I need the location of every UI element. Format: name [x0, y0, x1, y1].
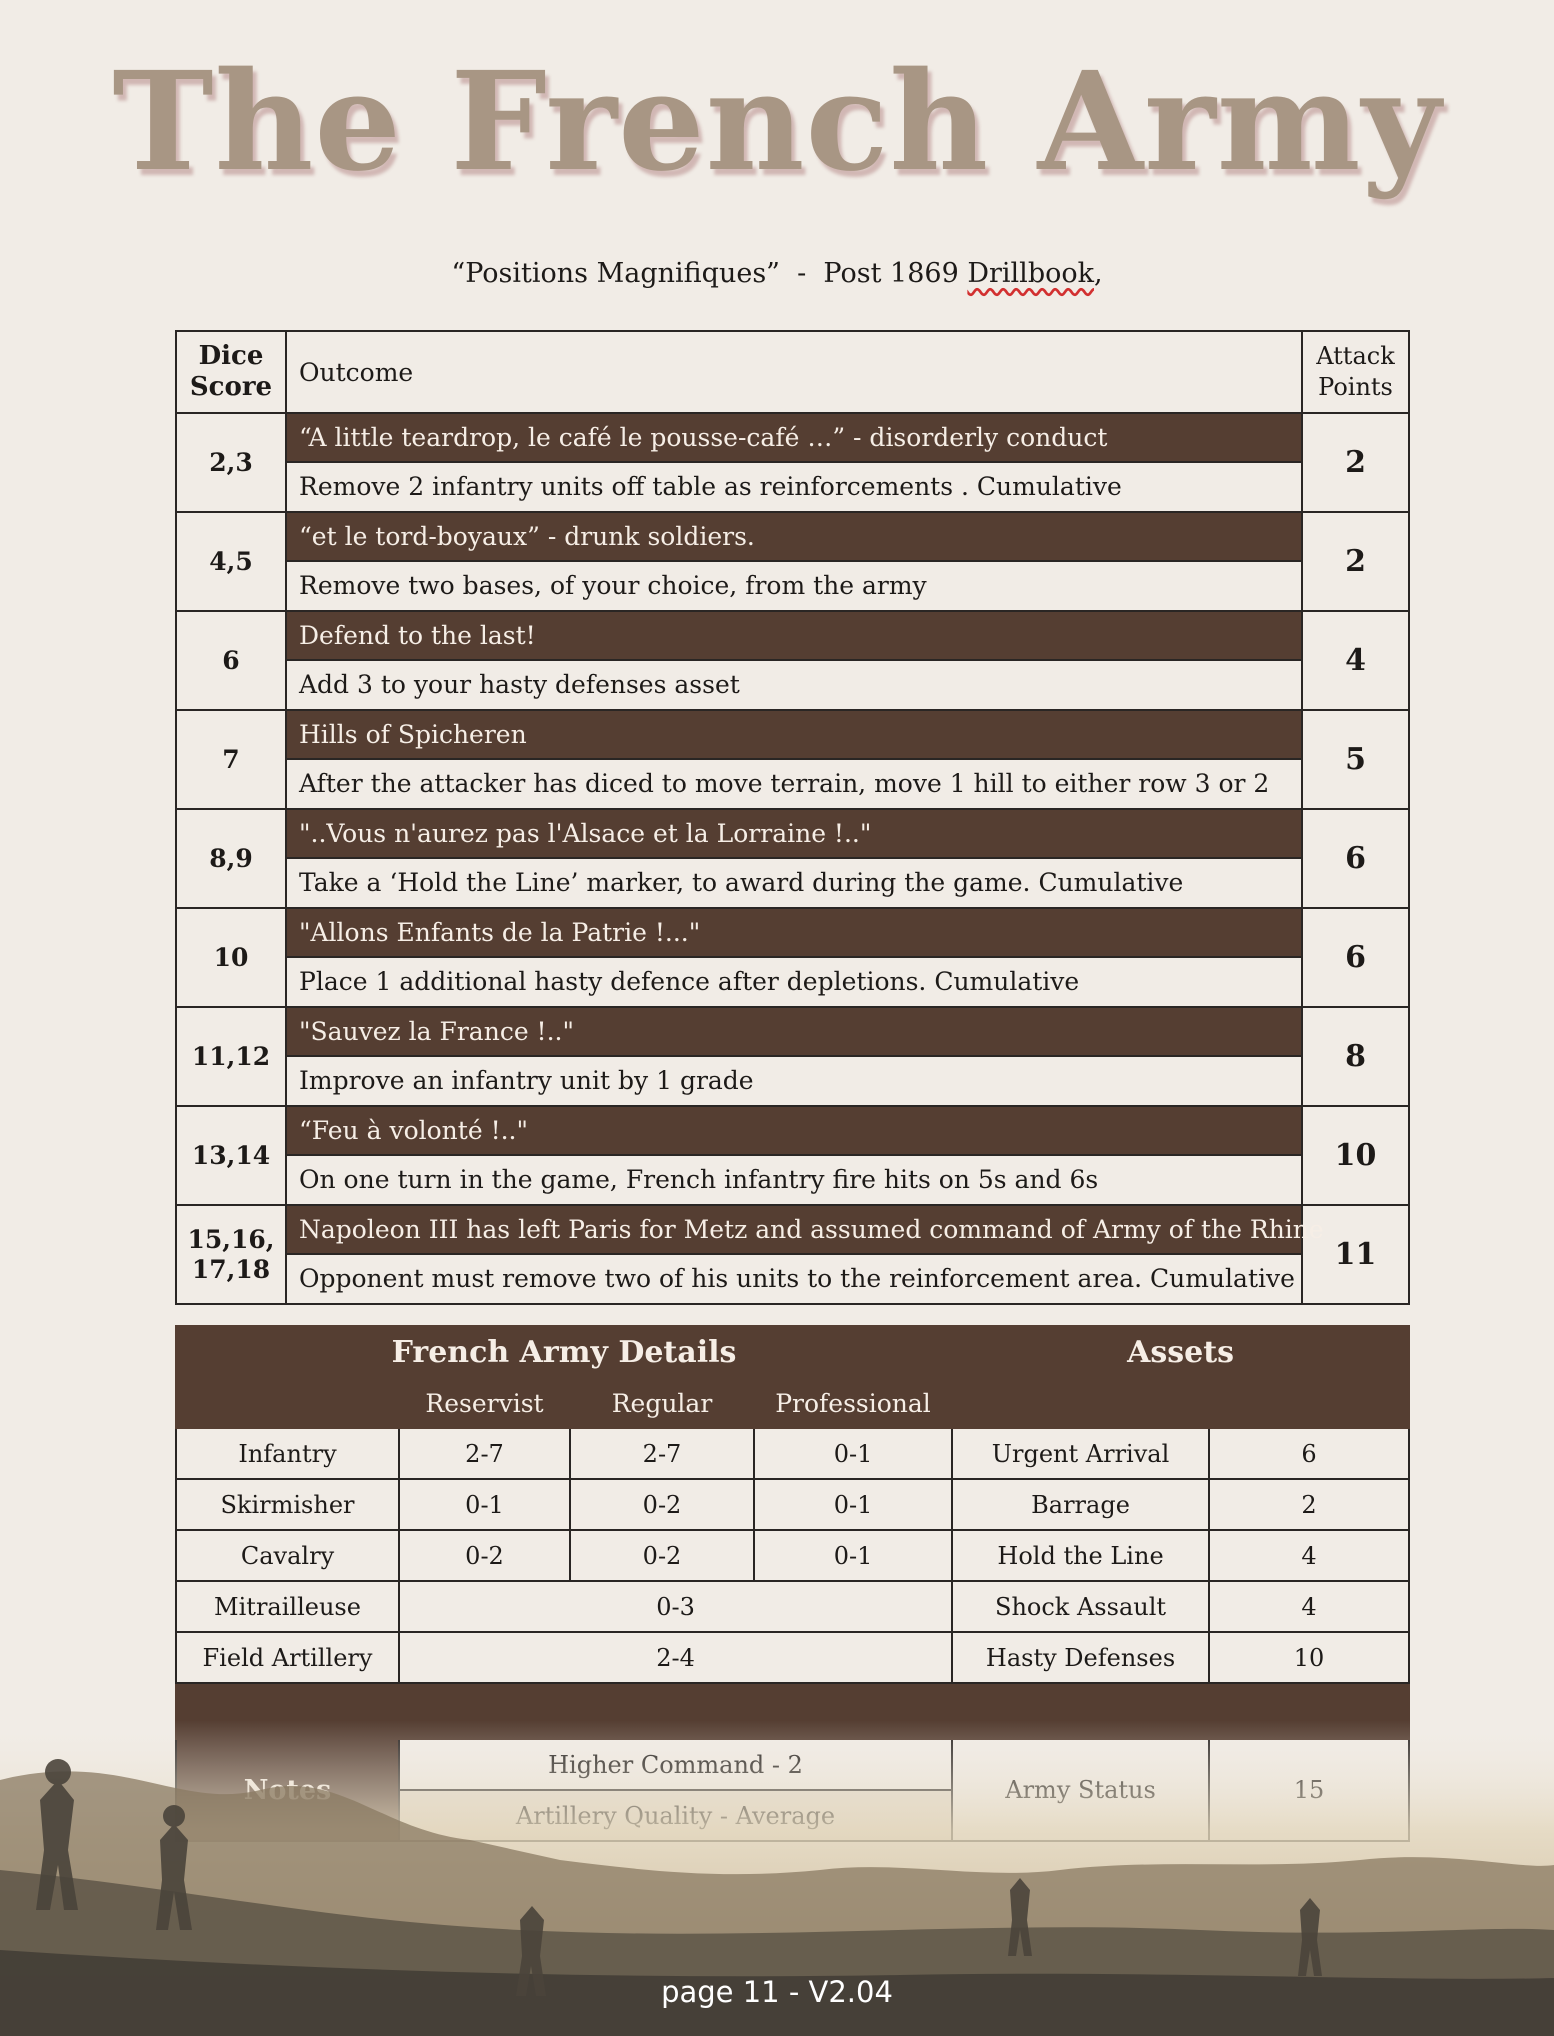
- outcome-cell: [286, 908, 1302, 1007]
- page-footer: page 11 - V2.04: [661, 1975, 893, 2009]
- asset-name: Shock Assault: [952, 1581, 1209, 1632]
- asset-value: 4: [1209, 1530, 1409, 1581]
- asset-name: Barrage: [952, 1479, 1209, 1530]
- attack-points-header: [1302, 331, 1409, 413]
- outcome-description: Place 1 additional hasty defence after depletions. Cumulative: [287, 956, 1301, 1006]
- dice-score-cell: 8,9: [176, 809, 286, 908]
- outcome-content: [287, 1008, 1301, 1105]
- outcome-row: [176, 1007, 1409, 1106]
- french-army-details-heading: French Army Details: [176, 1326, 952, 1378]
- unit-name: Skirmisher: [176, 1479, 399, 1530]
- outcome-cell: [286, 611, 1302, 710]
- unit-name: Infantry: [176, 1428, 399, 1479]
- unit-name: Field Artillery: [176, 1632, 399, 1683]
- outcome-description: Opponent must remove two of his units to the reinforcement area. Cumulative: [287, 1253, 1301, 1303]
- asset-name: Urgent Arrival: [952, 1428, 1209, 1479]
- attack-points-cell: 2: [1302, 413, 1409, 512]
- attack-points-cell: 6: [1302, 908, 1409, 1007]
- dice-score-cell: 2,3: [176, 413, 286, 512]
- asset-name: Hasty Defenses: [952, 1632, 1209, 1683]
- outcome-content: [287, 1107, 1301, 1204]
- outcome-title: "Sauvez la France !..": [287, 1008, 1301, 1055]
- dice-score-cell: 6: [176, 611, 286, 710]
- unit-row-cavalry: [176, 1530, 1409, 1581]
- unit-value: 0-2: [399, 1530, 570, 1581]
- asset-value: 2: [1209, 1479, 1409, 1530]
- outcome-description: After the attacker has diced to move terrain, move 1 hill to either row 3 or 2: [287, 758, 1301, 808]
- outcome-content: [287, 1206, 1324, 1303]
- asset-name: Hold the Line: [952, 1530, 1209, 1581]
- outcome-title: “et le tord-boyaux” - drunk soldiers.: [287, 513, 1301, 560]
- page-title: The French Army: [112, 42, 1442, 202]
- unit-row-mitrailleuse: [176, 1581, 1409, 1632]
- outcome-table: [175, 330, 1410, 1305]
- outcome-row: [176, 1106, 1409, 1205]
- dice-score-cell: 7: [176, 710, 286, 809]
- grade-heading-row: [176, 1378, 1409, 1428]
- unit-value: 0-1: [754, 1479, 952, 1530]
- outcome-row: [176, 611, 1409, 710]
- outcome-description: Add 3 to your hasty defenses asset: [287, 659, 1301, 709]
- dice-score-cell: 13,14: [176, 1106, 286, 1205]
- attack-points-cell: 2: [1302, 512, 1409, 611]
- outcome-row: [176, 512, 1409, 611]
- outcome-cell: [286, 1106, 1302, 1205]
- outcome-table-header: [176, 331, 1409, 413]
- grade-regular: Regular: [570, 1378, 754, 1428]
- outcome-row: [176, 908, 1409, 1007]
- outcome-row: [176, 809, 1409, 908]
- outcome-description: Take a ‘Hold the Line’ marker, to award during the game. Cumulative: [287, 857, 1301, 907]
- attack-points-cell: 4: [1302, 611, 1409, 710]
- outcome-content: [287, 711, 1301, 808]
- grade-reservist: Reservist: [399, 1378, 570, 1428]
- dice-score-cell: 11,12: [176, 1007, 286, 1106]
- blank-grade-cell: [176, 1378, 399, 1428]
- unit-value: 0-2: [570, 1530, 754, 1581]
- unit-row-infantry: [176, 1428, 1409, 1479]
- unit-value: 0-3: [399, 1581, 952, 1632]
- outcome-title: Defend to the last!: [287, 612, 1301, 659]
- attack-points-cell: 10: [1302, 1106, 1409, 1205]
- dice-score-cell: 10: [176, 908, 286, 1007]
- outcome-description: On one turn in the game, French infantry fire hits on 5s and 6s: [287, 1154, 1301, 1204]
- grade-professional: Professional: [754, 1378, 952, 1428]
- unit-value: 0-1: [754, 1530, 952, 1581]
- outcome-cell: [286, 1007, 1302, 1106]
- outcome-cell: [286, 1205, 1324, 1304]
- assets-heading: Assets: [952, 1326, 1409, 1378]
- outcome-content: [287, 612, 1301, 709]
- outcome-row: [176, 413, 1409, 512]
- outcome-row: [176, 1205, 1409, 1304]
- outcome-content: [287, 513, 1301, 610]
- outcome-cell: [286, 809, 1302, 908]
- unit-value: 2-7: [570, 1428, 754, 1479]
- unit-value: 0-1: [399, 1479, 570, 1530]
- points-header-line-2: Points: [1318, 373, 1393, 401]
- unit-name: Cavalry: [176, 1530, 399, 1581]
- blank-assets-cell: [952, 1378, 1409, 1428]
- unit-row-skirmisher: [176, 1479, 1409, 1530]
- unit-value: 2-4: [399, 1632, 952, 1683]
- outcome-row: [176, 710, 1409, 809]
- asset-value: 4: [1209, 1581, 1409, 1632]
- outcome-content: [287, 909, 1301, 1006]
- outcome-title: "Allons Enfants de la Patrie !...": [287, 909, 1301, 956]
- outcome-cell: [286, 710, 1302, 809]
- outcome-header: Outcome: [286, 331, 1302, 413]
- outcome-cell: [286, 512, 1302, 611]
- dice-score-cell: 15,16, 17,18: [176, 1205, 286, 1304]
- points-header-line-1: Attack: [1316, 342, 1395, 370]
- dice-score-cell: 4,5: [176, 512, 286, 611]
- dice-score-header: [176, 331, 286, 413]
- attack-points-cell: 5: [1302, 710, 1409, 809]
- attack-points-cell: 6: [1302, 809, 1409, 908]
- outcome-title: “A little teardrop, le café le pousse-café …” - disorderly conduct: [287, 414, 1301, 461]
- outcome-description: Remove two bases, of your choice, from the army: [287, 560, 1301, 610]
- unit-value: 2-7: [399, 1428, 570, 1479]
- subtitle-underlined-word: Drillbook: [967, 258, 1094, 289]
- unit-value: 0-2: [570, 1479, 754, 1530]
- subtitle-suffix: ,: [1093, 258, 1103, 289]
- subtitle-text: “Positions Magnifiques” - Post 1869: [451, 258, 968, 289]
- details-heading-row: [176, 1326, 1409, 1378]
- asset-value: 6: [1209, 1428, 1409, 1479]
- outcome-content: [287, 414, 1301, 511]
- outcome-content: [287, 810, 1301, 907]
- outcome-description: Remove 2 infantry units off table as reinforcements . Cumulative: [287, 461, 1301, 511]
- outcome-title: Napoleon III has left Paris for Metz and assumed command of Army of the Rhine: [287, 1206, 1301, 1253]
- dice-header-line-1: Dice: [198, 341, 264, 371]
- subtitle: [0, 258, 1554, 289]
- outcome-description: Improve an infantry unit by 1 grade: [287, 1055, 1301, 1105]
- attack-points-cell: 8: [1302, 1007, 1409, 1106]
- unit-value: 0-1: [754, 1428, 952, 1479]
- attack-points-cell: 11: [1302, 1205, 1409, 1304]
- unit-row-field-artillery: [176, 1632, 1409, 1683]
- outcome-title: "..Vous n'aurez pas l'Alsace et la Lorraine !..": [287, 810, 1301, 857]
- unit-name: Mitrailleuse: [176, 1581, 399, 1632]
- outcome-title: Hills of Spicheren: [287, 711, 1301, 758]
- dice-header-line-2: Score: [189, 372, 273, 402]
- asset-value: 10: [1209, 1632, 1409, 1683]
- outcome-cell: [286, 413, 1302, 512]
- outcome-title: “Feu à volonté !..": [287, 1107, 1301, 1154]
